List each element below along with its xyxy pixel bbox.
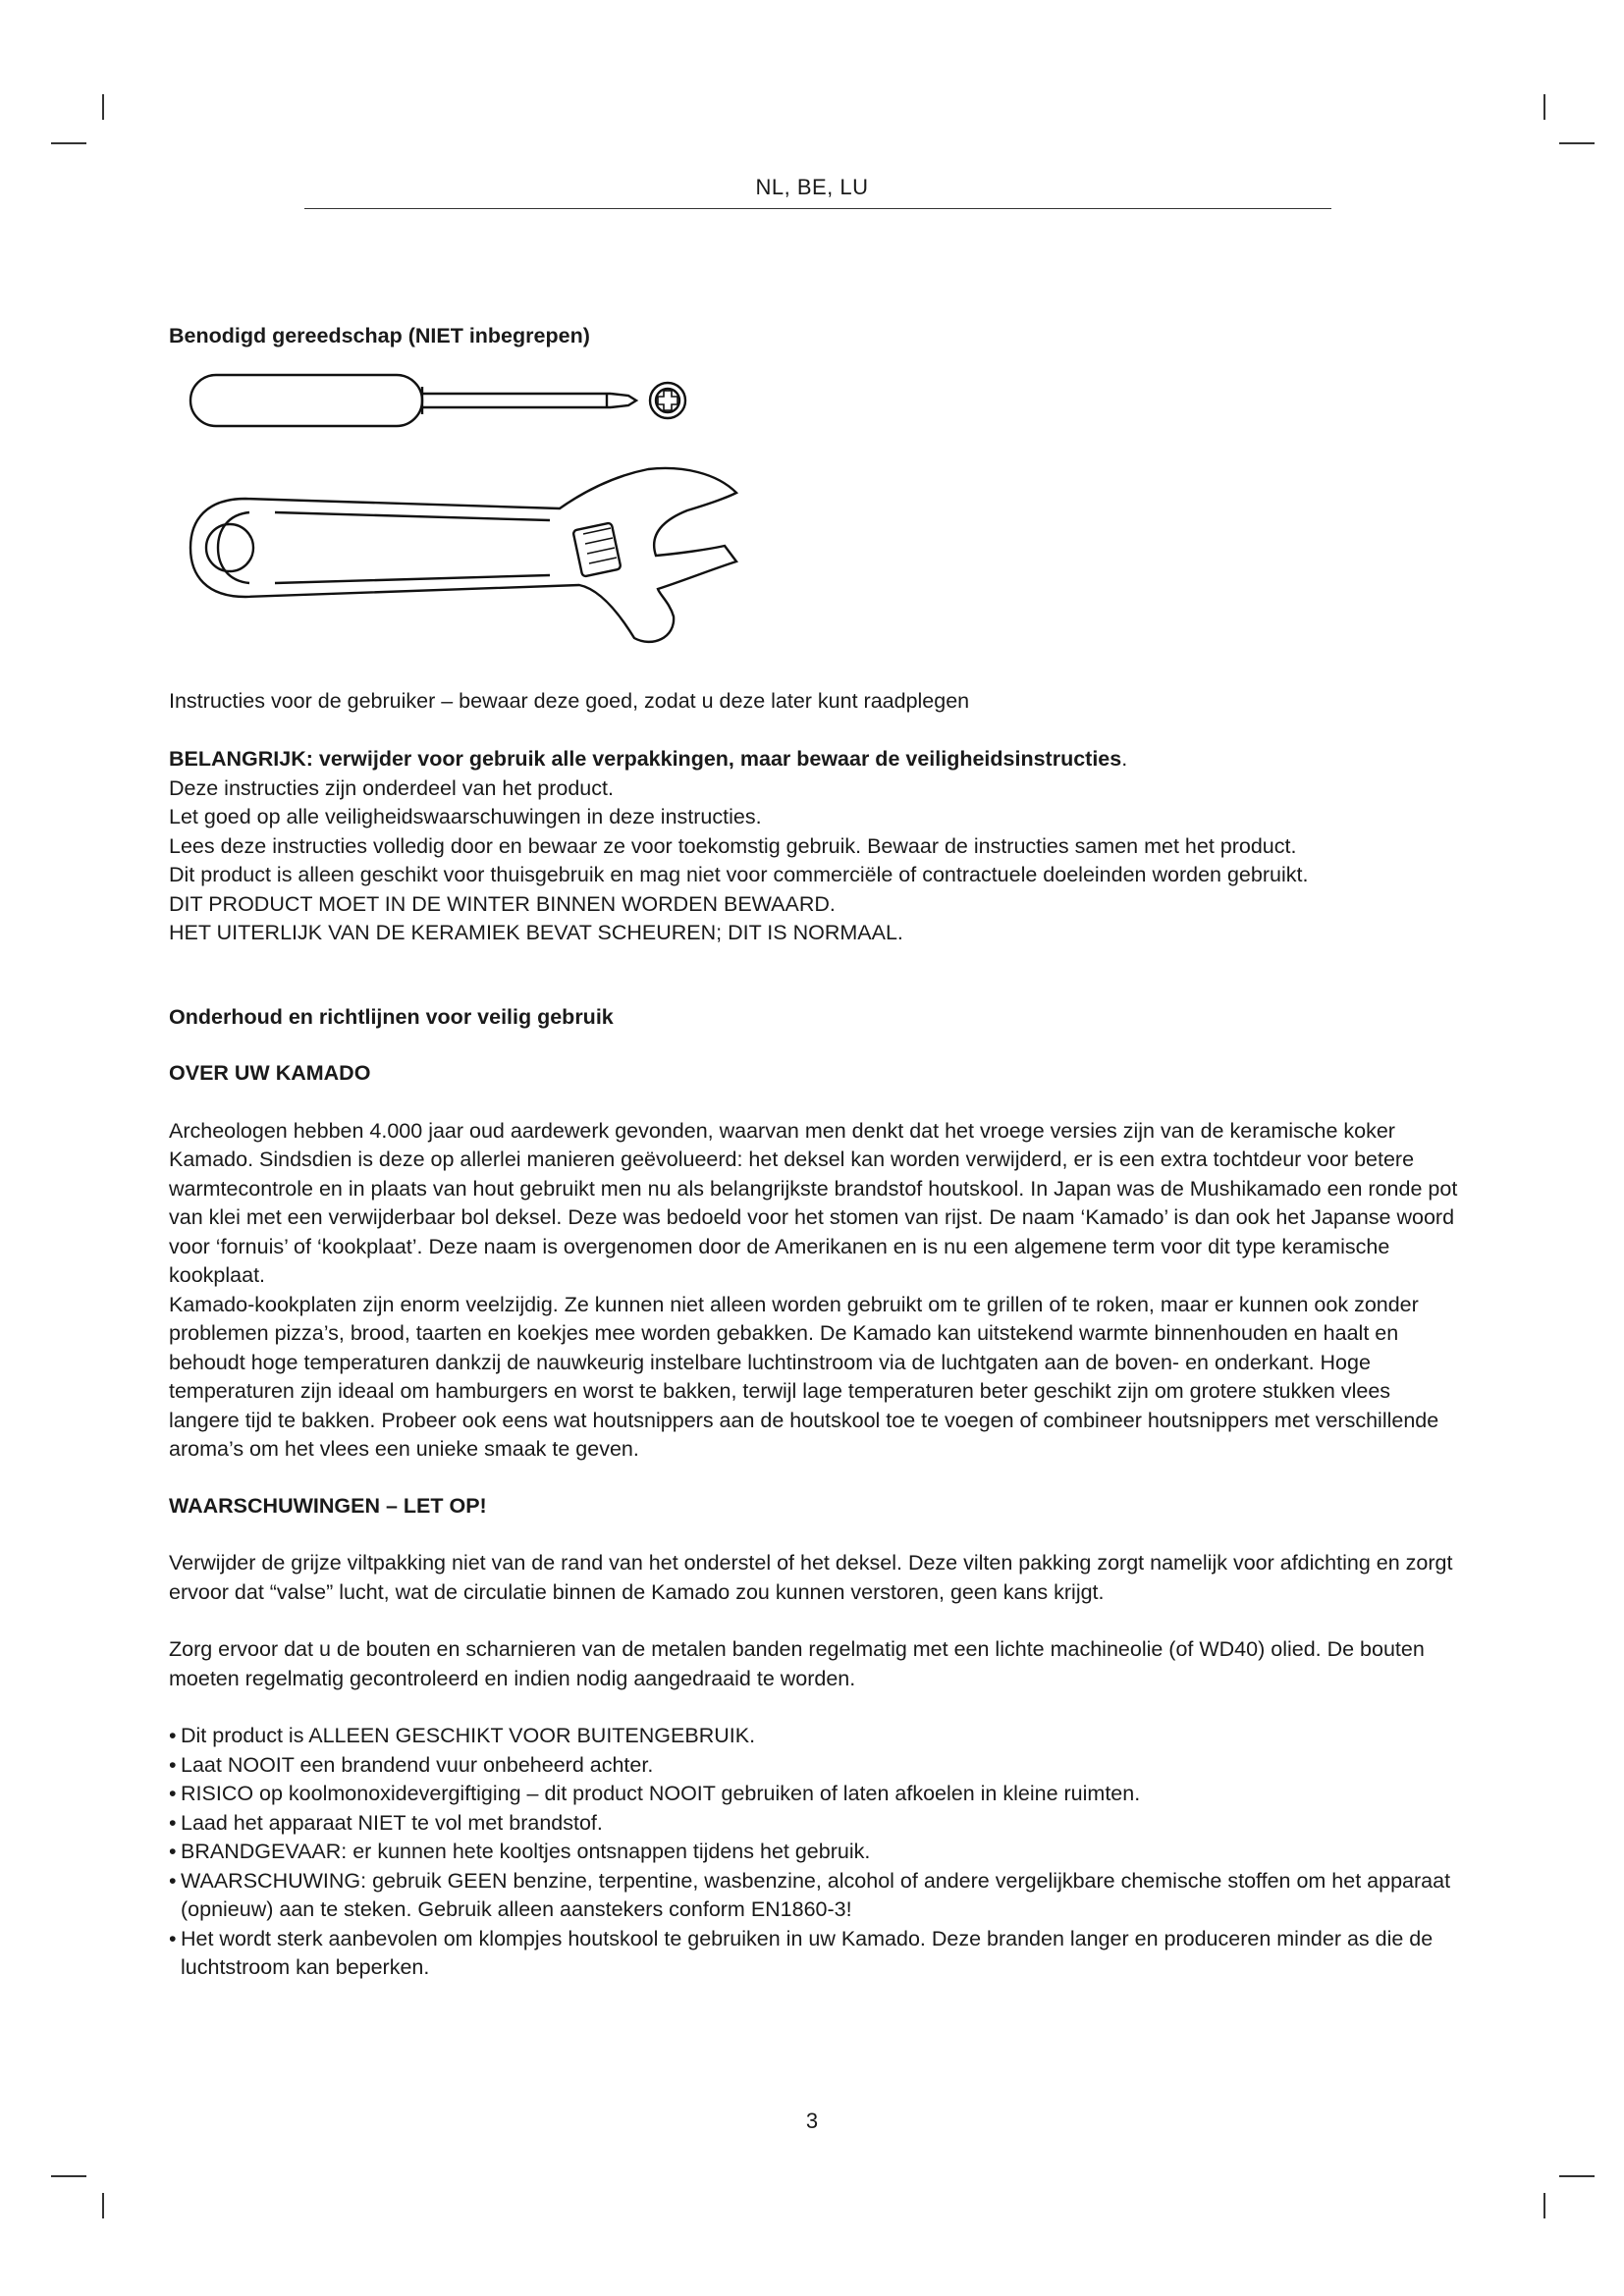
list-item: • Het wordt sterk aanbevolen om klompjes houtskool te gebruiken in uw Kamado. Deze branden langer en produceren minder as die de luchtstroom kan beperken. bbox=[169, 1925, 1465, 1983]
header-divider bbox=[304, 208, 1331, 209]
about-kamado-heading: OVER UW KAMADO bbox=[169, 1061, 371, 1085]
warnings-list bbox=[169, 1722, 1465, 1983]
list-item: • WAARSCHUWING: gebruik GEEN benzine, terpentine, wasbenzine, alcohol of andere vergelijkbare chemische stoffen om het apparaat (opnieuw) aan te steken. Gebruik alleen aanstekers conform EN1860-3! bbox=[169, 1867, 1465, 1925]
warnings-heading: WAARSCHUWINGEN – LET OP! bbox=[169, 1493, 487, 1518]
maintenance-heading: Onderhoud en richtlijnen voor veilig gebruik bbox=[169, 1004, 614, 1029]
tools-heading: Benodigd gereedschap (NIET inbegrepen) bbox=[169, 324, 590, 347]
intro-line: Let goed op alle veiligheidswaarschuwingen in deze instructies. bbox=[169, 805, 762, 828]
intro-line: Dit product is alleen geschikt voor thuisgebruik en mag niet voor commerciële of contractuele doeleinden worden gebruikt. bbox=[169, 863, 1309, 886]
about-kamado-paragraph: Kamado-kookplaten zijn enorm veelzijdig. Ze kunnen niet alleen worden gebruikt om te grillen of te roken, maar er kunnen ook zonder problemen pizza’s, brood, taarten en koekjes mee worden gebakken. De Kamado kan uitstekend warmte binnenhouden en haalt en behoudt hoge temperaturen dankzij de nauwkeurig instelbare luchtinstroom via de luchtgaten aan de boven- en onderkant. Hoge temperaturen zijn ideaal om hamburgers en worst te bakken, terwijl lage temperaturen beter geschikt zijn om grotere stukken vlees langere tijd te bakken. Probeer ook eens wat houtsnippers aan de houtskool toe te voegen of combineer houtsnippers met verschillende aroma’s om het vlees een unieke smaak te geven. bbox=[169, 1292, 1439, 1461]
crop-mark bbox=[1559, 142, 1595, 144]
list-item: • Dit product is ALLEEN GESCHIKT VOOR BUITENGEBRUIK. bbox=[169, 1722, 1465, 1751]
tools-illustration bbox=[169, 357, 1465, 669]
crop-mark bbox=[51, 2175, 86, 2177]
screwdriver-icon bbox=[189, 369, 699, 438]
intro-line: HET UITERLIJK VAN DE KERAMIEK BEVAT SCHEUREN; DIT IS NORMAAL. bbox=[169, 921, 903, 944]
crop-mark bbox=[102, 94, 104, 120]
list-item: • RISICO op koolmonoxidevergiftiging – dit product NOOIT gebruiken of laten afkoelen in kleine ruimten. bbox=[169, 1780, 1465, 1809]
adjustable-wrench-icon bbox=[187, 465, 776, 662]
warnings-paragraph: Verwijder de grijze viltpakking niet van de rand van het onderstel of het deksel. Deze vilten pakking zorgt namelijk voor afdichting en zorgt ervoor dat “valse” lucht, wat de circulatie binnen de Kamado zou kunnen verstoren, geen kans krijgt. bbox=[169, 1551, 1453, 1604]
page-content bbox=[169, 322, 1465, 1983]
important-notice: BELANGRIJK: verwijder voor gebruik alle verpakkingen, maar bewaar de veiligheidsinstructies. bbox=[169, 747, 1128, 771]
important-label: BELANGRIJK: verwijder voor gebruik alle verpakkingen, maar bewaar de veiligheidsinstructies bbox=[169, 747, 1122, 771]
list-item: • Laad het apparaat NIET te vol met brandstof. bbox=[169, 1809, 1465, 1839]
intro-line: Lees deze instructies volledig door en bewaar ze voor toekomstig gebruik. Bewaar de instructies samen met het product. bbox=[169, 833, 1297, 858]
region-header: NL, BE, LU bbox=[755, 175, 869, 199]
crop-mark bbox=[1543, 2193, 1545, 2218]
list-item: • BRANDGEVAAR: er kunnen hete kooltjes ontsnappen tijdens het gebruik. bbox=[169, 1838, 1465, 1867]
intro-line: Deze instructies zijn onderdeel van het product. bbox=[169, 775, 614, 800]
crop-mark bbox=[1543, 94, 1545, 120]
crop-mark bbox=[51, 142, 86, 144]
user-instructions-note: Instructies voor de gebruiker – bewaar deze goed, zodat u deze later kunt raadplegen bbox=[169, 688, 970, 713]
page-number: 3 bbox=[805, 2109, 819, 2133]
intro-line: DIT PRODUCT MOET IN DE WINTER BINNEN WORDEN BEWAARD. bbox=[169, 891, 836, 916]
crop-mark bbox=[102, 2193, 104, 2218]
crop-mark bbox=[1559, 2175, 1595, 2177]
warnings-paragraph: Zorg ervoor dat u de bouten en scharnieren van de metalen banden regelmatig met een lichte machineolie (of WD40) olied. De bouten moeten regelmatig gecontroleerd en indien nodig aangedraaid te worden. bbox=[169, 1637, 1425, 1690]
about-kamado-paragraph: Archeologen hebben 4.000 jaar oud aardewerk gevonden, waarvan men denkt dat het vroege versies zijn van de keramische koker Kamado. Sindsdien is deze op allerlei manieren geëvolueerd: het deksel kan worden verwijderd, er is een extra tochtdeur voor betere warmtecontrole en in plaats van hout gebruikt men nu als belangrijkste brandstof houtskool. In Japan was de Mushikamado een ronde pot van klei met een verwijderbaar bol deksel. Deze was bedoeld voor het stomen van rijst. De naam ‘Kamado’ is dan ook het Japanse woord voor ‘fornuis’ of ‘kookplaat’. Deze naam is overgenomen door de Amerikanen en is nu een algemene term voor dit type keramische kookplaat. bbox=[169, 1118, 1458, 1287]
list-item: • Laat NOOIT een brandend vuur onbeheerd achter. bbox=[169, 1751, 1465, 1781]
